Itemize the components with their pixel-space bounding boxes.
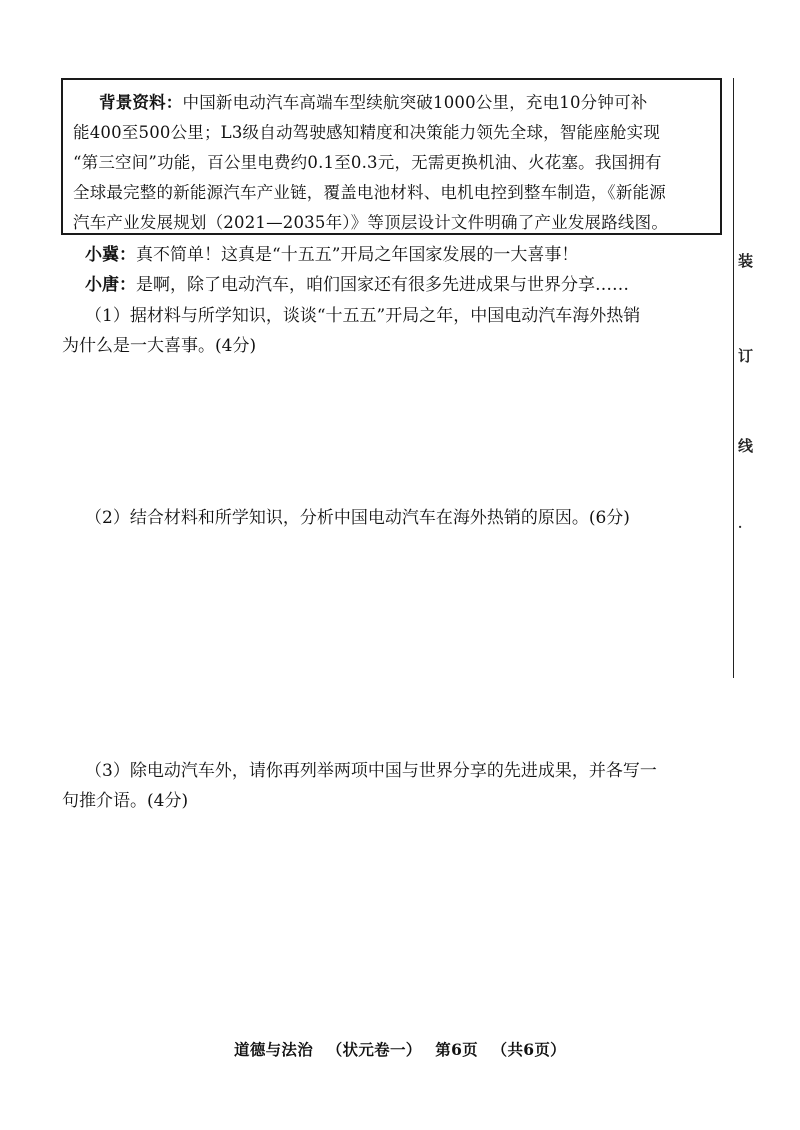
footer-paper: （状元卷一） bbox=[326, 1040, 422, 1059]
background-text-1: 中国新电动汽车高端车型续航突破1000公里，充电10分钟可补 bbox=[182, 93, 648, 112]
dialogue-line-xiaoji bbox=[85, 240, 578, 270]
question-3-line-1: （3）除电动汽车外，请你再列举两项中国与世界分享的先进成果，并各写一 bbox=[85, 761, 657, 781]
question-3-line-2: 句推介语。(4分) bbox=[62, 791, 189, 811]
binding-margin-line bbox=[733, 78, 734, 678]
background-line-3: “第三空间”功能，百公里电费约0.1至0.3元，无需更换机油、火花塞。我国拥有 bbox=[73, 153, 662, 172]
background-label: 背景资料： bbox=[99, 93, 183, 112]
question-1-line-2: 为什么是一大喜事。(4分) bbox=[62, 336, 257, 356]
speaker-xiaotang: 小唐： bbox=[85, 275, 136, 295]
dialogue-text-xiaotang: 是啊，除了电动汽车，咱们国家还有很多先进成果与世界分享…… bbox=[136, 275, 629, 295]
footer-subject: 道德与法治 bbox=[234, 1040, 314, 1059]
question-2-line-1: （2）结合材料和所学知识，分析中国电动汽车在海外热销的原因。(6分) bbox=[85, 508, 630, 528]
footer-total: （共6页） bbox=[491, 1040, 566, 1059]
background-line-1 bbox=[99, 88, 648, 118]
binding-char-xian: 线 bbox=[738, 437, 754, 455]
answer-area-1[interactable] bbox=[62, 365, 722, 495]
footer-page: 第6页 bbox=[435, 1040, 478, 1059]
background-line-2: 能400至500公里；L3级自动驾驶感知精度和决策能力领先全球，智能座舱实现 bbox=[73, 123, 661, 142]
background-line-4: 全球最完整的新能源汽车产业链，覆盖电池材料、电机电控到整车制造，《新能源 bbox=[73, 183, 666, 202]
speaker-xiaoji: 小冀： bbox=[85, 245, 136, 265]
binding-char-zhuang: 装 bbox=[738, 252, 754, 270]
answer-area-3[interactable] bbox=[62, 820, 722, 1020]
background-material-box bbox=[61, 78, 722, 235]
background-line-5: 汽车产业发展规划（2021—2035年）》等顶层设计文件明确了产业发展路线图。 bbox=[73, 213, 669, 232]
dialogue-line-xiaotang bbox=[85, 270, 629, 300]
answer-area-2[interactable] bbox=[62, 538, 722, 748]
binding-char-dot: · bbox=[738, 520, 743, 534]
dialogue-text-xiaoji: 真不简单！这真是“十五五”开局之年国家发展的一大喜事！ bbox=[136, 245, 579, 265]
page-footer bbox=[0, 1038, 800, 1060]
binding-char-ding: 订 bbox=[738, 347, 754, 365]
question-1-line-1: （1）据材料与所学知识，谈谈“十五五”开局之年，中国电动汽车海外热销 bbox=[85, 306, 641, 326]
